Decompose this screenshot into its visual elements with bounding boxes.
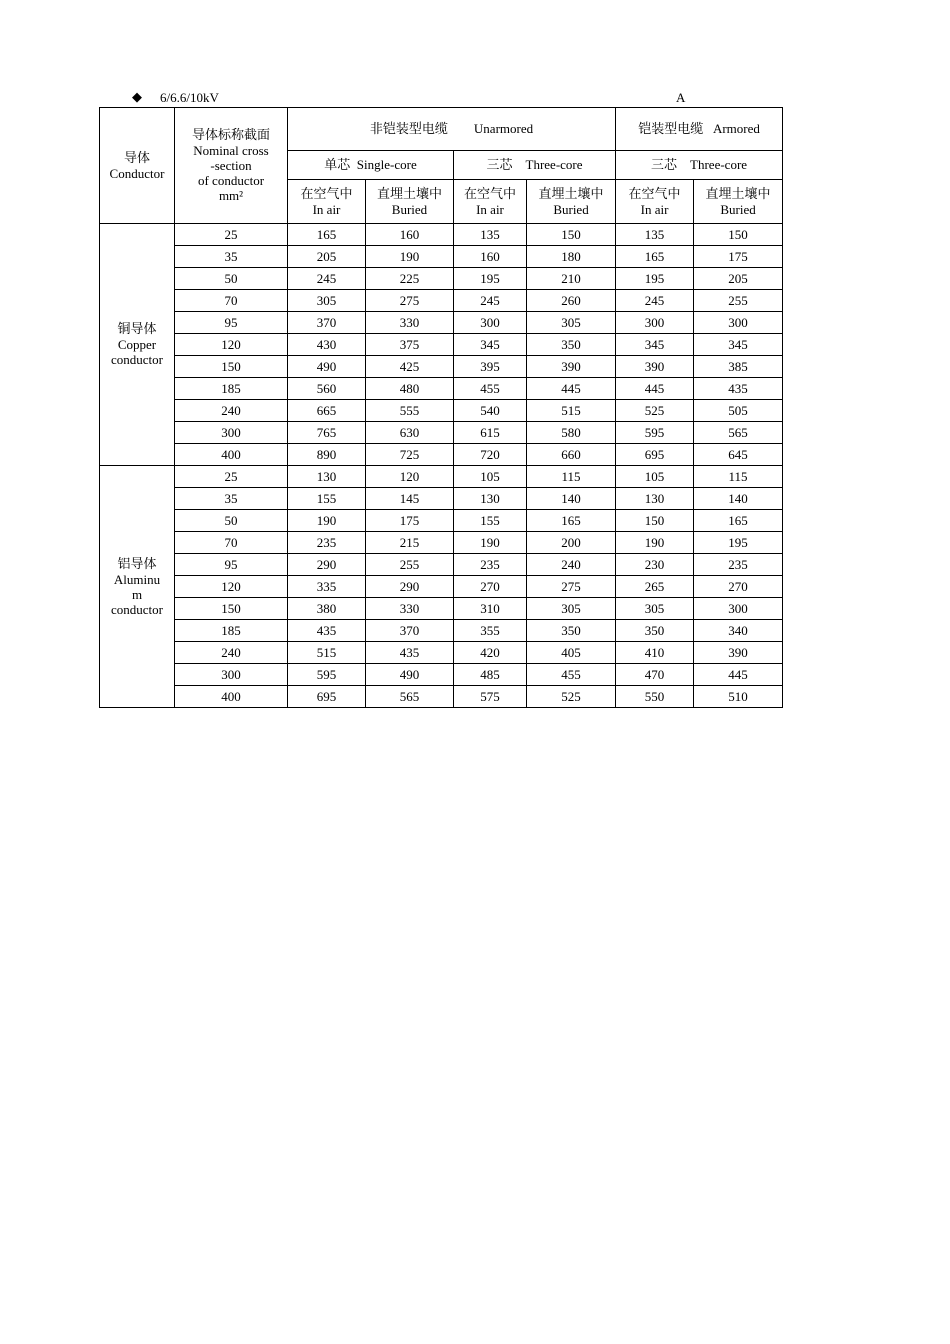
cross-section-header: 导体标称截面 Nominal cross -section of conductor mm²	[175, 108, 288, 224]
cross-section-cell: 300	[175, 422, 288, 444]
ampacity-cell: 135	[454, 224, 527, 246]
cross-section-cell: 35	[175, 246, 288, 268]
cross-section-cell: 185	[175, 378, 288, 400]
ampacity-cell: 510	[694, 686, 783, 708]
buried-header: 直埋土壤中 Buried	[527, 180, 616, 224]
ampacity-cell: 515	[527, 400, 616, 422]
conductor-header: 导体 Conductor	[100, 108, 175, 224]
ampacity-cell: 205	[288, 246, 366, 268]
ampacity-cell: 435	[288, 620, 366, 642]
ampacity-cell: 150	[616, 510, 694, 532]
ampacity-cell: 120	[366, 466, 454, 488]
ampacity-cell: 190	[454, 532, 527, 554]
aluminum-conductor-label: 铝导体 Aluminu m conductor	[100, 466, 175, 708]
ampacity-cell: 235	[694, 554, 783, 576]
ampacity-cell: 505	[694, 400, 783, 422]
table-row	[100, 510, 783, 532]
table-row	[100, 466, 783, 488]
ampacity-cell: 235	[454, 554, 527, 576]
cross-section-cell: 35	[175, 488, 288, 510]
ampacity-cell: 565	[694, 422, 783, 444]
ampacity-cell: 335	[288, 576, 366, 598]
ampacity-cell: 455	[527, 664, 616, 686]
ampacity-cell: 445	[527, 378, 616, 400]
ampacity-cell: 210	[527, 268, 616, 290]
ampacity-cell: 405	[527, 642, 616, 664]
ampacity-cell: 165	[616, 246, 694, 268]
ampacity-cell: 345	[616, 334, 694, 356]
ampacity-cell: 275	[527, 576, 616, 598]
cross-section-cell: 120	[175, 576, 288, 598]
ampacity-cell: 385	[694, 356, 783, 378]
ampacity-cell: 430	[288, 334, 366, 356]
ampacity-cell: 190	[616, 532, 694, 554]
ampacity-cell: 350	[616, 620, 694, 642]
ampacity-cell: 300	[694, 312, 783, 334]
ampacity-cell: 490	[288, 356, 366, 378]
table-caption	[100, 89, 782, 107]
cross-section-cell: 400	[175, 686, 288, 708]
ampacity-cell: 330	[366, 598, 454, 620]
ampacity-cell: 490	[366, 664, 454, 686]
table-row	[100, 620, 783, 642]
ampacity-cell: 345	[454, 334, 527, 356]
cross-section-cell: 25	[175, 466, 288, 488]
cross-section-cell: 70	[175, 532, 288, 554]
table-row	[100, 532, 783, 554]
cross-section-cell: 50	[175, 510, 288, 532]
table-row	[100, 224, 783, 246]
ampacity-cell: 375	[366, 334, 454, 356]
ampacity-cell: 305	[527, 598, 616, 620]
table-row	[100, 400, 783, 422]
ampacity-cell: 665	[288, 400, 366, 422]
cross-section-cell: 400	[175, 444, 288, 466]
ampacity-cell: 615	[454, 422, 527, 444]
ampacity-cell: 765	[288, 422, 366, 444]
ampacity-cell: 270	[694, 576, 783, 598]
ampacity-cell: 410	[616, 642, 694, 664]
ampacity-cell: 115	[527, 466, 616, 488]
ampacity-cell: 115	[694, 466, 783, 488]
ampacity-cell: 355	[454, 620, 527, 642]
ampacity-cell: 370	[366, 620, 454, 642]
ampacity-cell: 150	[527, 224, 616, 246]
ampacity-cell: 190	[288, 510, 366, 532]
ampacity-cell: 525	[616, 400, 694, 422]
ampacity-cell: 350	[527, 620, 616, 642]
table-body	[100, 224, 783, 708]
ampacity-cell: 470	[616, 664, 694, 686]
voltage-rating: 6/6.6/10kV	[160, 90, 219, 105]
ampacity-cell: 160	[454, 246, 527, 268]
ampacity-cell: 155	[288, 488, 366, 510]
ampacity-cell: 445	[616, 378, 694, 400]
table-row	[100, 488, 783, 510]
ampacity-cell: 150	[694, 224, 783, 246]
ampacity-cell: 720	[454, 444, 527, 466]
ampacity-cell: 225	[366, 268, 454, 290]
ampacity-cell: 560	[288, 378, 366, 400]
ampacity-cell: 270	[454, 576, 527, 598]
table-row	[100, 290, 783, 312]
ampacity-cell: 890	[288, 444, 366, 466]
table-row	[100, 356, 783, 378]
in-air-header: 在空气中 In air	[454, 180, 527, 224]
ampacity-cell: 345	[694, 334, 783, 356]
ampacity-cell: 195	[694, 532, 783, 554]
cross-section-cell: 50	[175, 268, 288, 290]
ampacity-cell: 140	[527, 488, 616, 510]
ampacity-cell: 105	[454, 466, 527, 488]
ampacity-cell: 245	[616, 290, 694, 312]
ampacity-cell: 215	[366, 532, 454, 554]
diamond-bullet-icon: ◆	[132, 89, 142, 104]
table-row	[100, 334, 783, 356]
cross-section-cell: 120	[175, 334, 288, 356]
ampacity-cell: 290	[288, 554, 366, 576]
ampacity-table	[99, 107, 783, 708]
ampacity-cell: 380	[288, 598, 366, 620]
ampacity-cell: 305	[288, 290, 366, 312]
ampacity-cell: 200	[527, 532, 616, 554]
cross-section-cell: 150	[175, 356, 288, 378]
ampacity-cell: 455	[454, 378, 527, 400]
ampacity-cell: 310	[454, 598, 527, 620]
cross-section-cell: 95	[175, 554, 288, 576]
ampacity-cell: 630	[366, 422, 454, 444]
ampacity-cell: 165	[527, 510, 616, 532]
ampacity-cell: 595	[288, 664, 366, 686]
armored-header: 铠装型电缆 Armored	[616, 108, 783, 151]
ampacity-cell: 130	[616, 488, 694, 510]
ampacity-cell: 445	[694, 664, 783, 686]
ampacity-cell: 695	[288, 686, 366, 708]
ampacity-cell: 180	[527, 246, 616, 268]
table-row	[100, 312, 783, 334]
ampacity-cell: 205	[694, 268, 783, 290]
ampacity-cell: 240	[527, 554, 616, 576]
ampacity-cell: 305	[616, 598, 694, 620]
unit-label: A	[676, 90, 686, 105]
ampacity-cell: 275	[366, 290, 454, 312]
ampacity-cell: 130	[288, 466, 366, 488]
ampacity-cell: 540	[454, 400, 527, 422]
ampacity-cell: 350	[527, 334, 616, 356]
unarmored-header: 非铠装型电缆 Unarmored	[288, 108, 616, 151]
ampacity-cell: 340	[694, 620, 783, 642]
three-core-armored-header: 三芯 Three-core	[616, 151, 783, 180]
ampacity-cell: 195	[454, 268, 527, 290]
three-core-unarmored-header: 三芯 Three-core	[454, 151, 616, 180]
ampacity-cell: 175	[366, 510, 454, 532]
ampacity-cell: 130	[454, 488, 527, 510]
table-row	[100, 642, 783, 664]
ampacity-cell: 480	[366, 378, 454, 400]
ampacity-cell: 105	[616, 466, 694, 488]
ampacity-cell: 645	[694, 444, 783, 466]
table-row	[100, 378, 783, 400]
buried-header: 直埋土壤中 Buried	[694, 180, 783, 224]
ampacity-cell: 555	[366, 400, 454, 422]
table-row	[100, 422, 783, 444]
ampacity-cell: 425	[366, 356, 454, 378]
ampacity-cell: 245	[288, 268, 366, 290]
table-row	[100, 576, 783, 598]
ampacity-cell: 390	[694, 642, 783, 664]
ampacity-cell: 265	[616, 576, 694, 598]
ampacity-cell: 165	[694, 510, 783, 532]
in-air-header: 在空气中 In air	[616, 180, 694, 224]
ampacity-cell: 255	[366, 554, 454, 576]
ampacity-cell: 725	[366, 444, 454, 466]
table-row	[100, 598, 783, 620]
ampacity-cell: 370	[288, 312, 366, 334]
ampacity-cell: 595	[616, 422, 694, 444]
ampacity-cell: 165	[288, 224, 366, 246]
cross-section-cell: 300	[175, 664, 288, 686]
cross-section-cell: 150	[175, 598, 288, 620]
table-row	[100, 686, 783, 708]
cross-section-cell: 240	[175, 400, 288, 422]
ampacity-cell: 255	[694, 290, 783, 312]
ampacity-cell: 695	[616, 444, 694, 466]
cross-section-cell: 95	[175, 312, 288, 334]
ampacity-cell: 300	[454, 312, 527, 334]
table-row	[100, 444, 783, 466]
ampacity-cell: 485	[454, 664, 527, 686]
table-row	[100, 554, 783, 576]
ampacity-cell: 305	[527, 312, 616, 334]
table-row	[100, 664, 783, 686]
ampacity-cell: 175	[694, 246, 783, 268]
ampacity-cell: 230	[616, 554, 694, 576]
ampacity-cell: 575	[454, 686, 527, 708]
cross-section-cell: 70	[175, 290, 288, 312]
cross-section-cell: 185	[175, 620, 288, 642]
ampacity-cell: 390	[527, 356, 616, 378]
ampacity-cell: 300	[694, 598, 783, 620]
ampacity-cell: 290	[366, 576, 454, 598]
ampacity-cell: 660	[527, 444, 616, 466]
table-row	[100, 246, 783, 268]
ampacity-cell: 550	[616, 686, 694, 708]
ampacity-cell: 300	[616, 312, 694, 334]
in-air-header: 在空气中 In air	[288, 180, 366, 224]
ampacity-cell: 390	[616, 356, 694, 378]
cross-section-cell: 25	[175, 224, 288, 246]
ampacity-cell: 155	[454, 510, 527, 532]
ampacity-cell: 435	[694, 378, 783, 400]
ampacity-cell: 190	[366, 246, 454, 268]
table-row	[100, 268, 783, 290]
ampacity-cell: 135	[616, 224, 694, 246]
single-core-header: 单芯 Single-core	[288, 151, 454, 180]
copper-conductor-label: 铜导体 Copper conductor	[100, 224, 175, 466]
ampacity-cell: 195	[616, 268, 694, 290]
buried-header: 直埋土壤中 Buried	[366, 180, 454, 224]
ampacity-cell: 245	[454, 290, 527, 312]
ampacity-cell: 515	[288, 642, 366, 664]
ampacity-cell: 525	[527, 686, 616, 708]
ampacity-cell: 260	[527, 290, 616, 312]
ampacity-cell: 580	[527, 422, 616, 444]
ampacity-cell: 395	[454, 356, 527, 378]
ampacity-cell: 565	[366, 686, 454, 708]
ampacity-cell: 145	[366, 488, 454, 510]
ampacity-cell: 330	[366, 312, 454, 334]
ampacity-cell: 235	[288, 532, 366, 554]
ampacity-cell: 160	[366, 224, 454, 246]
ampacity-cell: 140	[694, 488, 783, 510]
ampacity-cell: 435	[366, 642, 454, 664]
ampacity-cell: 420	[454, 642, 527, 664]
cross-section-cell: 240	[175, 642, 288, 664]
